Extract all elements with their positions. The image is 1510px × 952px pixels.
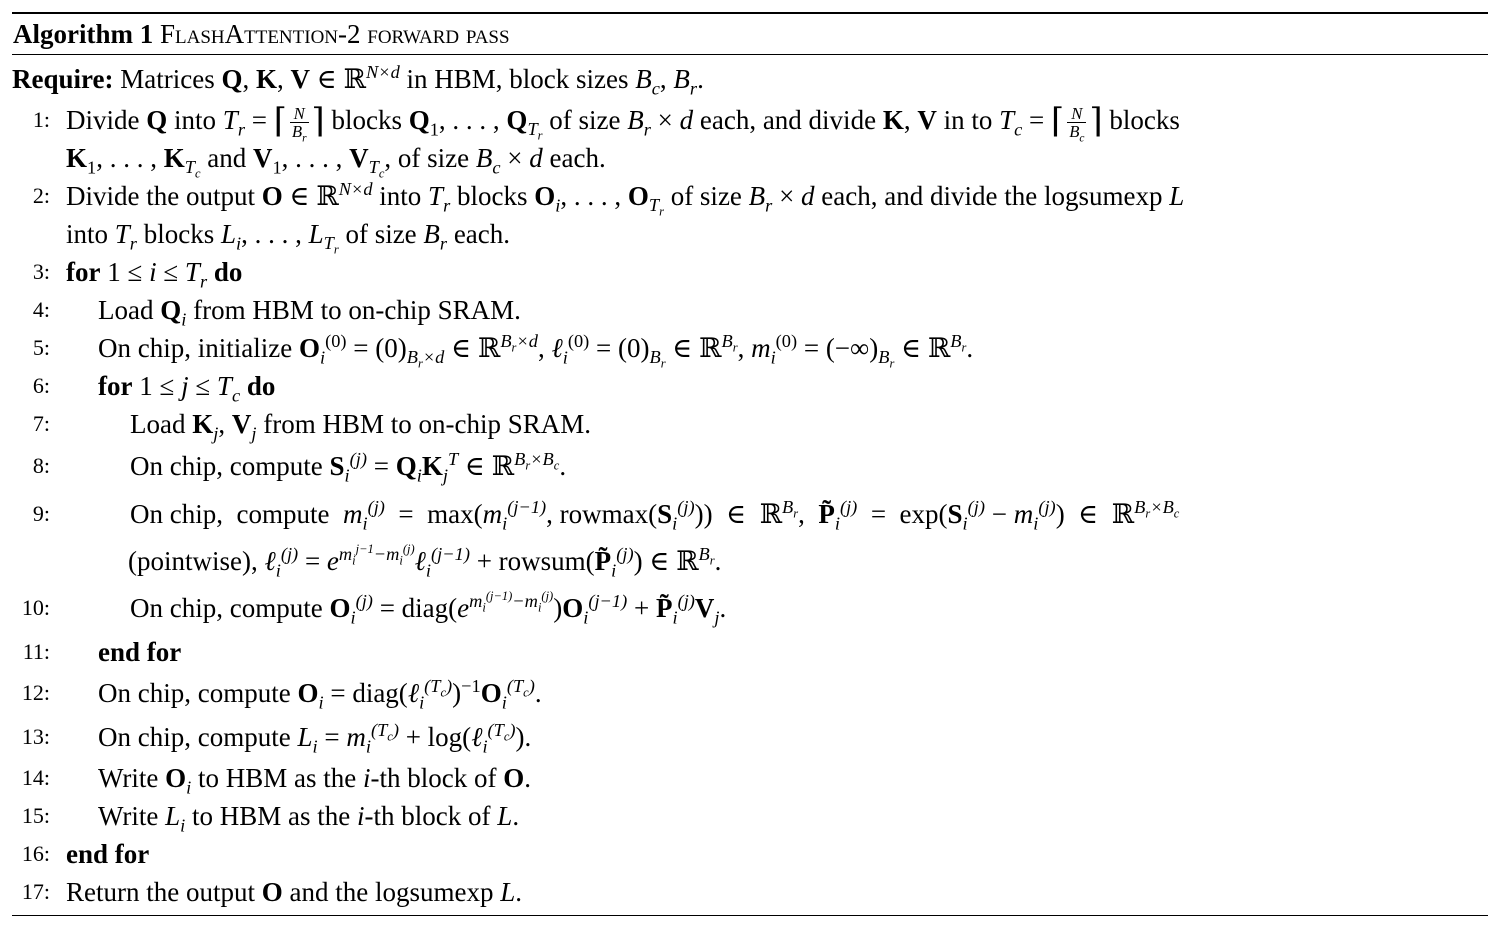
algorithm-line-15: 15: Write $L_i$ to HBM as the i-th block of L. [12,797,1488,835]
bottom-rule [12,915,1488,916]
algorithm-caption [12,14,1488,54]
algorithm-line-9: 9: On chip, compute $m_i^{(j)} = \max(m_i^{(j-1)}$, $rowmax(S_i^{(j)})$) ∈ ℝ$^{B_r}$, $P̃_i^{(j)} = \exp(S_i^{(j)} - m_i^{(j)})$ ∈ ℝ$^{B_r\times B_c}$ [12,489,1488,539]
algorithm-number: Algorithm 1 [13,19,154,49]
algorithm-line-4: 4: Load $Q_i$ from HBM to on-chip SRAM. [12,291,1488,329]
algorithm-lines [12,55,1488,915]
algorithm-line-16: 16: end for [12,835,1488,873]
algorithm-line-3: 3: for $1 \le i \le T_r$ do [12,253,1488,291]
algorithm-line-1: 1: Divide Q into $T_r$ = ⌈ $\frac{N}{B_r}$ ⌉ blocks $Q_1$, . . . , $Q_{T_r}$ of size $B_r \times d$ each, and divide K, V in to $T_c$ = ⌈ $\frac{N}{B_c}$ ⌉ blocks [12,101,1488,139]
require-line: Require: Matrices Q, K, V ∈ ℝ$^{N\times d}$ in HBM, block sizes $B_c$, $B_r$. [12,62,704,99]
line-number: 16: [21,841,50,866]
line-number: 6: [32,373,50,398]
algorithm-line-7: 7: Load $K_j$, $V_j$ from HBM to on-chip SRAM. [12,405,1488,443]
algorithm-line-10: 10: On chip, compute $O_i^{(j)}$ = $diag(e^{m_i^{(j-1)}-m_i^{(j)}})O_i^{(j-1)}$ + $P̃_i^{(j)}V_j$. [12,583,1488,633]
line-number: 2: [32,183,50,208]
algorithm-line-5: 5: On chip, initialize $O_i^{(0)} = (0)_{B_r\times d}$ ∈ ℝ$^{B_r\times d}$, ℓ$_i^{(0)}$ = $(0)_{B_r}$ ∈ ℝ$^{B_r}$, $m_i^{(0)} = (-\infty)_{B_r}$ ∈ ℝ$^{B_r}$. [12,329,1488,367]
line-number: 17: [21,879,50,904]
line-number: 12: [21,680,50,705]
algorithm-line-17: 17: Return the output O and the logsumexp L. [12,873,1488,911]
algorithm-line-2-cont: into $T_r$ blocks $L_i$, . . . , $L_{T_r}$ of size $B_r$ each. [66,219,511,258]
line-number: 8: [32,453,50,478]
algorithm-line-9-cont: (pointwise), ℓ$_i^{(j)}$ = $e^{m_i^{j-1}-m_i^{(j)}}\ell_i^{(j-1)}$ + $rowsum(P̃_i^{(j)})$ ∈ ℝ$^{B_r}$. [128,541,722,581]
algorithm-block [12,12,1488,916]
algorithm-line-2: 2: Divide the output O ∈ ℝ$^{N\times d}$ into $T_r$ blocks $O_i$, . . . , $O_{T_r}$ of size $B_r \times d$ each, and divide the logsumexp L [12,177,1488,215]
algorithm-line-11: 11: end for [12,633,1488,671]
line-number: 11: [22,639,50,664]
line-number: 9: [32,501,50,526]
algorithm-line-13: 13: On chip, compute $L_i = m_i^{(T_c)}$ + log(ℓ$_i^{(T_c)}$). [12,715,1488,759]
algorithm-line-1-cont: $K_1$, . . . , $K_{T_c}$ and $V_1$, . . . , $V_{T_c}$, of size $B_c \times d$ each. [66,143,606,182]
line-number: 14: [21,765,50,790]
algorithm-line-8: 8: On chip, compute $S_i^{(j)} = Q_iK_j^T$ ∈ ℝ$^{B_r\times B_c}$. [12,443,1488,489]
algorithm-title: FlashAttention-2 forward pass [159,19,510,49]
algorithm-line-6: 6: for $1 \le j \le T_c$ do [12,367,1488,405]
algorithm-line-14: 14: Write $O_i$ to HBM as the i-th block of O. [12,759,1488,797]
line-number: 3: [32,259,50,284]
line-number: 10: [21,595,50,620]
line-number: 4: [32,297,50,322]
algorithm-line-12: 12: On chip, compute $O_i$ = $diag(\ell_i^{(T_c)})^{-1}O_i^{(T_c)}$. [12,671,1488,715]
line-number: 5: [32,335,50,360]
line-number: 15: [21,803,50,828]
line-number: 13: [21,724,50,749]
line-number: 7: [32,411,50,436]
line-number: 1: [32,107,50,132]
require-keyword: Require: [12,64,114,94]
